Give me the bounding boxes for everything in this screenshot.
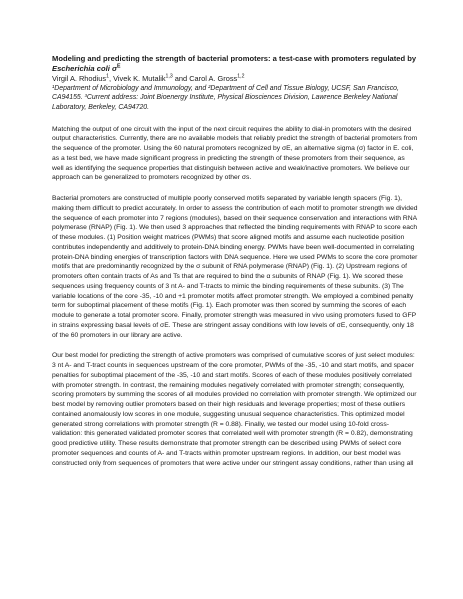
abstract-paragraph: Matching the output of one circuit with the input of the next circuit requires the ability to dial-in promoters with the desired output characteristics. Currently, there are no available models that reliably predict the strength of bacterial promoters from the sequence of the promoter. Using the 60 natural promoters recognized by σE, an alternative sigma (σ) factor in E. coli, as a test bed, we have made significant progress in predicting the strength of these promoters from their sequence, as well as identifying the sequence properties that distinguish between active and weak/inactive promoters. We believe our approach can be generalized to promoters recognized by other σs.	[52, 125, 418, 182]
title-text: Modeling and predicting the strength of bacterial promoters: a test-case with promoters regulated by	[52, 54, 417, 63]
author-separator: and	[172, 74, 190, 84]
author-affil-sup: 1,3	[165, 73, 173, 80]
affiliations: ¹Department of Microbiology and Immunology, and ²Department of Cell and Tissue Biology, UCSF, San Francisco, CA94155. ³Current address: Joint Bioenergy Institute, Physical Biosciences Division, Lawrence Berkeley National Laboratory, Berkeley, CA94720.	[52, 84, 399, 111]
body-paragraph: Bacterial promoters are constructed of multiple poorly conserved motifs separated by variable length spacers (Fig. 1), making them difficult to predict accurately. In order to assess the contribution of each motif to promoter strength we divided the sequence of each promoter into 7 regions (modules), based on their sequence conservation and interactions with RNA polymerase (RNAP) (Fig. 1). We then used 3 approaches that reflected the binding requirements with RNAP to score each of these modules. (1) Position weight matrices (PWMs) that score aligned motifs and assume each nucleotide position contributes independently and additively to protein-DNA binding energy. PWMs have been well-documented in correlating protein-DNA binding energies of transcription factors with DNA sequence. Here we used PWMs to score the core promoter motifs that are predominantly recognized by the σ subunit of RNA polymerase (RNAP) (Fig. 1). (2) Upstream regions of promoters often contain tracts of As and Ts that are required to bind the α subunits of RNAP (Fig. 1). We scored these sequences using frequency counts of 3 nt A- and T-tracts to mimic the binding requirements of these subunits. (3) The variable locations of the core -35, -10 and +1 promoter motifs affect promoter strength. We employed a combined penalty term for suboptimal placement of these motifs (Fig. 1). Each promoter was then scored by summing the scores of each module to generate a total promoter score. Finally, promoter strength was measured in vivo using promoters fused to GFP in strains expressing basal levels of σE. These are stringent assay conditions with low levels of σE, consequently, only 18 of the 60 promoters in our library are active.	[52, 195, 418, 339]
body-paragraph: Our best model for predicting the strength of active promoters was comprised of cumulative scores of just select modules: 3 nt A- and T-tract counts in sequences upstream of the core promoter, PWMs of the -35, -10 and start motifs, and spacer penalties for suboptimal placement of the -35, -10 and start motifs. Scores of each of these modules positively correlated with promoter strength. In contrast, the remaining modules negatively correlated with promoter strength; consequently, scoring promoters by summing the scores of all modules provided no correlation with promoter strength. We optimized our best model by removing outlier promoters based on their high residuals and leverage properties; most of these outliers contained anomalously low scores in one module, suggesting unusual sequence characteristics. This optimized model generated strong correlations with promoter strength (R = 0.88). Finally, we tested our model using 10-fold cross-validation: this generated validated promoter scores that correlated well with promoter strength (R = 0.82), demonstrating good predictive utility. These results demonstrate that promoter strength can be described using PWMs of select core promoter sequences and counts of A- and T-tracts within promoter upstream regions. In addition, our best model was constructed only from sequences of promoters that were active under our stringent assay conditions, rather than using all	[52, 352, 417, 467]
title-organism: Escherichia coli	[52, 63, 110, 73]
title-sigma-sup: E	[117, 63, 121, 70]
author-name: Vivek K. Mutalik	[113, 74, 166, 84]
author-name: Carol A. Gross	[189, 74, 238, 84]
author-separator: ,	[108, 74, 114, 84]
title-sigma: σ	[111, 63, 117, 73]
author-list	[52, 74, 418, 84]
author-affil-sup: 1,2	[237, 73, 245, 80]
paper-title	[52, 54, 418, 73]
paper-page	[52, 54, 418, 468]
author-name: Virgil A. Rhodius	[52, 74, 107, 84]
author-affil-sup: 1	[106, 73, 109, 80]
